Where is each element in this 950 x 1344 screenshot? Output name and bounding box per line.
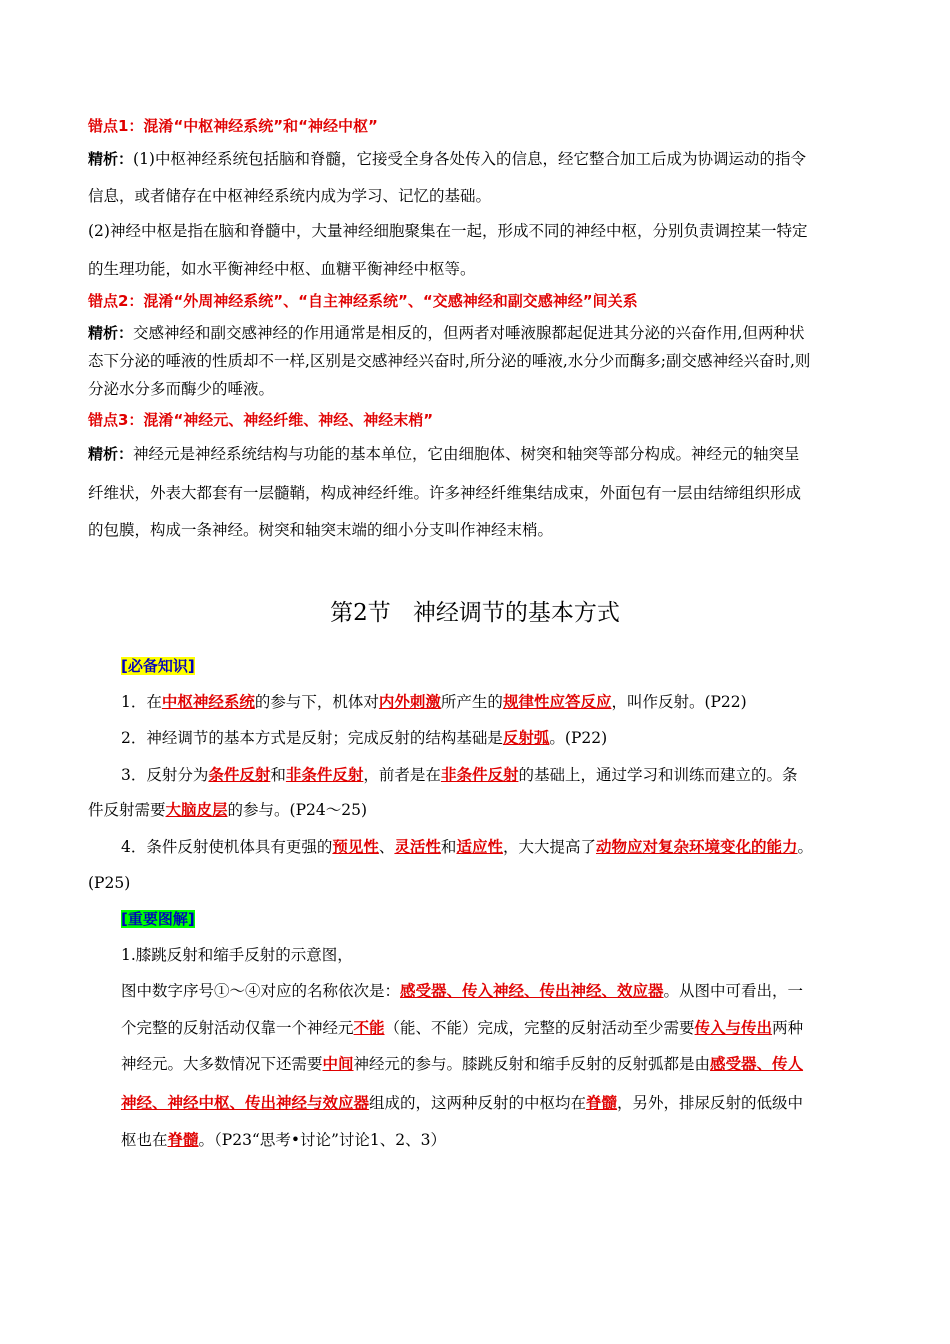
diagram-line-1: 1.膝跳反射和缩手反射的示意图，	[121, 946, 353, 964]
analysis-label: 精析：	[88, 445, 134, 463]
knowledge-item-4: 4．条件反射使机体具有更强的预见性、灵活性和适应性，大大提高了动物应对复杂环境变化的能力。	[121, 838, 813, 856]
error-analysis-1-line-4: 的生理功能，如水平衡神经中枢、血糖平衡神经中枢等。	[88, 260, 476, 278]
error-heading-2: 错点2：混淆“外周神经系统”、“自主神经系统”、“交感神经和副交感神经”间关系	[88, 292, 638, 310]
analysis-label: 精析：	[88, 150, 134, 168]
knowledge-item-3-cont: 件反射需要大脑皮层的参与。(P24～25)	[88, 801, 368, 819]
diagram-line-5: 神经、神经中枢、传出神经与效应器组成的，这两种反射的中枢均在脊髓，另外，排尿反射的低级中	[121, 1094, 804, 1112]
important-diagram-tag: [重要图解]	[121, 910, 195, 928]
error-analysis-1-line-3: (2)神经中枢是指在脑和脊髓中，大量神经细胞聚集在一起，形成不同的神经中枢，分别负责调控某一特定	[88, 222, 808, 240]
error-analysis-3-line-3: 的包膜，构成一条神经。树突和轴突末端的细小分支叫作神经末梢。	[88, 521, 554, 539]
diagram-line-4: 神经元。大多数情况下还需要中间神经元的参与。膝跳反射和缩手反射的反射弧都是由感受器、传人	[121, 1055, 804, 1073]
knowledge-item-4-cont: (P25)	[88, 874, 131, 892]
diagram-line-6: 枢也在脊髓。（P23“思考•讨论”讨论1、2、3）	[121, 1131, 447, 1149]
error-analysis-2-line-2: 态下分泌的唾液的性质却不一样,区别是交感神经兴奋时,所分泌的唾液,水分少而酶多;副交感神经兴奋时,则	[88, 352, 811, 370]
error-heading-1: 错点1：混淆“中枢神经系统”和“神经中枢”	[88, 117, 378, 135]
essential-knowledge-tag: [必备知识]	[121, 657, 195, 675]
error-analysis-3-line-2: 纤维状，外表大都套有一层髓鞘，构成神经纤维。许多神经纤维集结成束，外面包有一层由结缔组织形成	[88, 484, 802, 502]
diagram-line-3: 个完整的反射活动仅靠一个神经元不能（能、不能）完成，完整的反射活动至少需要传入与传出两种	[121, 1019, 804, 1037]
error-analysis-1-line-1: 精析：(1)中枢神经系统包括脑和脊髓，它接受全身各处传入的信息，经它整合加工后成为协调运动的指令	[88, 150, 806, 168]
error-analysis-3-line-1: 精析：神经元是神经系统结构与功能的基本单位，它由细胞体、树突和轴突等部分构成。神经元的轴突呈	[88, 445, 800, 463]
error-analysis-1-line-2: 信息，或者储存在中枢神经系统内成为学习、记忆的基础。	[88, 187, 492, 205]
knowledge-item-2: 2．神经调节的基本方式是反射；完成反射的结构基础是反射弧。(P22)	[121, 729, 608, 747]
analysis-label: 精析：	[88, 324, 134, 342]
error-analysis-2-line-3: 分泌水分多而酶少的唾液。	[88, 380, 275, 398]
error-analysis-2-line-1: 精析：交感神经和副交感神经的作用通常是相反的，但两者对唾液腺都起促进其分泌的兴奋作用,但两种状	[88, 324, 805, 342]
knowledge-item-3: 3．反射分为条件反射和非条件反射，前者是在非条件反射的基础上，通过学习和训练而建立的。条	[121, 766, 798, 784]
error-heading-3: 错点3：混淆“神经元、神经纤维、神经、神经末梢”	[88, 411, 434, 429]
section-title: 第2节 神经调节的基本方式	[330, 600, 620, 626]
diagram-line-2: 图中数字序号①～④对应的名称依次是：感受器、传入神经、传出神经、效应器。从图中可看出，一	[121, 982, 804, 1000]
knowledge-item-1: 1．在中枢神经系统的参与下，机体对内外刺激所产生的规律性应答反应，叫作反射。(P22)	[121, 693, 747, 711]
